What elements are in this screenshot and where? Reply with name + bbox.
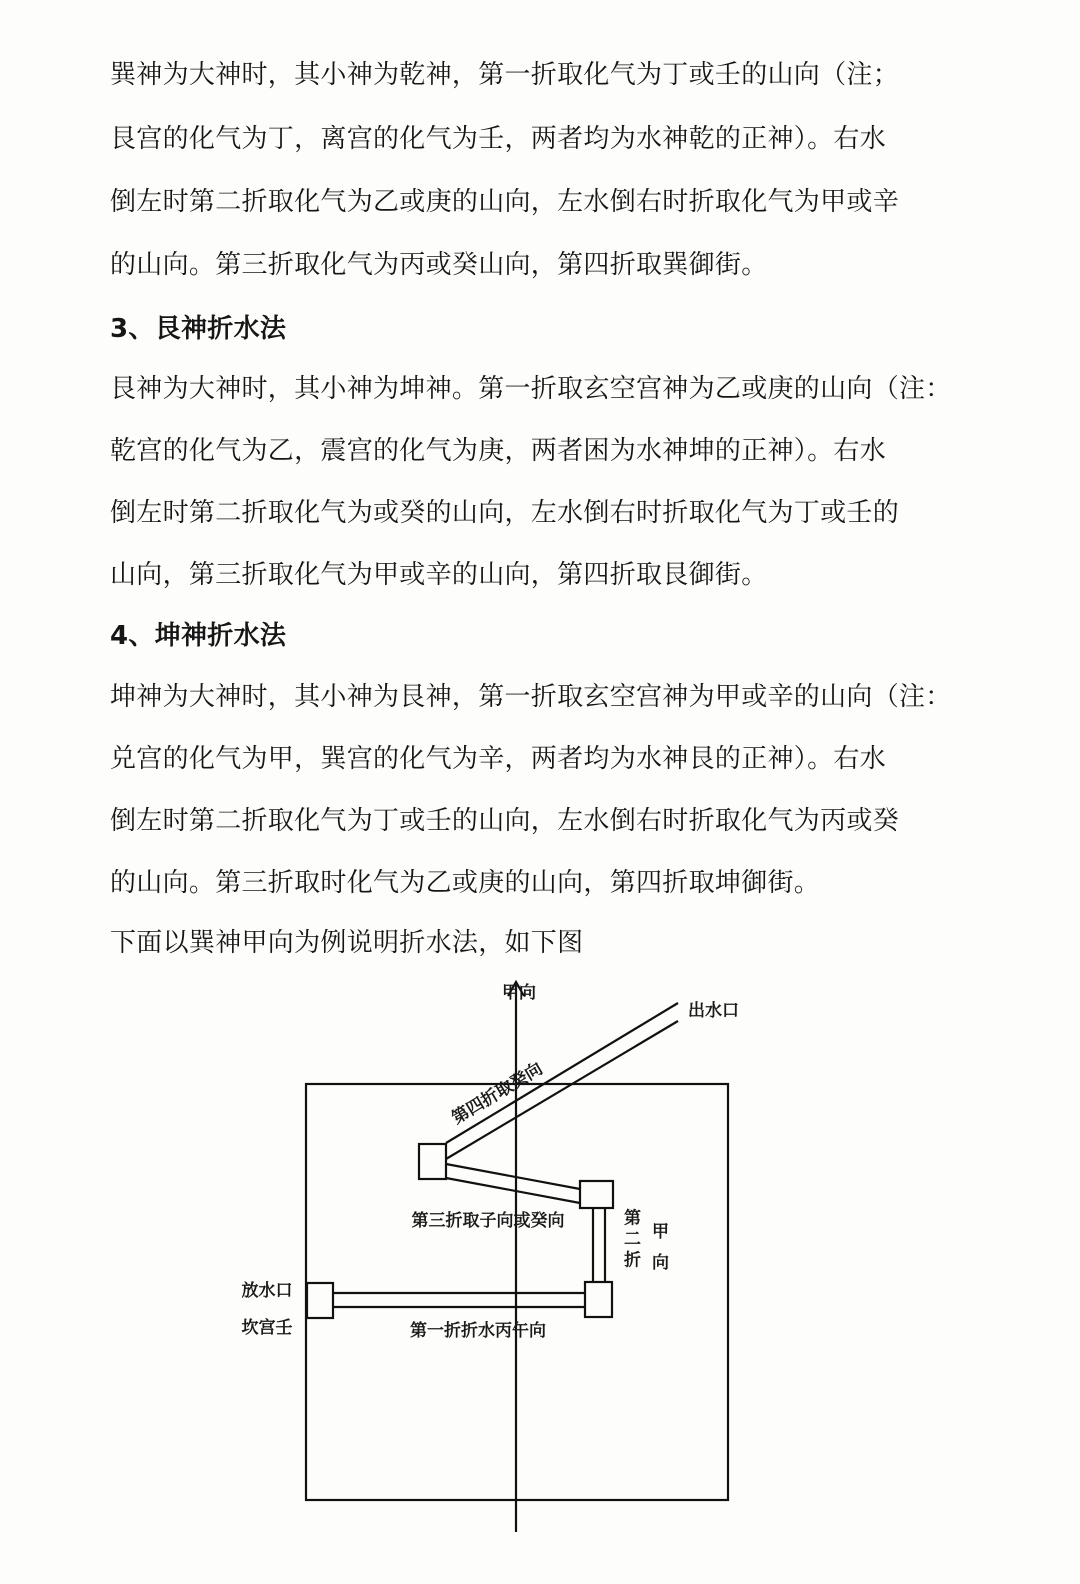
second-fold-label: 第二折 <box>620 1208 640 1272</box>
section-heading: 3、艮神折水法 <box>110 314 287 344</box>
channel-edge <box>446 1164 580 1189</box>
fold-node <box>580 1181 613 1208</box>
fold-node <box>585 1282 612 1317</box>
fourth-fold-label: 第四折取癸向 <box>448 1058 547 1129</box>
release-palace-label: 坎宫壬 <box>241 1318 293 1338</box>
paragraph-line: 艮宫的化气为丁，离宫的化气为壬，两者均为水神乾的正神）。右水 <box>110 124 887 154</box>
paragraph-line: 坤神为大神时，其小神为艮神，第一折取玄空宫神为甲或辛的山向（注： <box>110 682 952 712</box>
third-fold-label: 第三折取子向或癸向 <box>411 1211 565 1231</box>
channel-edge <box>446 1021 678 1159</box>
fold-node <box>307 1283 333 1318</box>
channel-edge <box>446 1178 580 1203</box>
paragraph-line: 倒左时第二折取化气为丁或壬的山向，左水倒右时折取化气为丙或癸 <box>110 806 900 836</box>
outlet-label: 出水口 <box>688 1001 739 1021</box>
paragraph-line: 的山向。第三折取化气为丙或癸山向，第四折取巽御街。 <box>110 250 768 280</box>
paragraph-line: 山向，第三折取化气为甲或辛的山向，第四折取艮御街。 <box>110 560 768 590</box>
section-heading: 4、坤神折水法 <box>110 621 287 651</box>
paragraph-line: 巽神为大神时，其小神为乾神，第一折取化气为丁或壬的山向（注； <box>110 60 900 90</box>
paragraph-line: 倒左时第二折取化气为或癸的山向，左水倒右时折取化气为丁或壬的 <box>110 498 900 528</box>
release-label: 放水口 <box>241 1281 293 1301</box>
second-fold-direction: 甲向 <box>648 1222 668 1284</box>
channel-edge <box>446 1003 678 1143</box>
first-fold-label: 第一折折水丙午向 <box>410 1321 546 1341</box>
fold-node <box>419 1144 446 1179</box>
paragraph-line: 的山向。第三折取时化气为乙或庚的山向，第四折取坤御街。 <box>110 868 821 898</box>
paragraph-line: 艮神为大神时，其小神为坤神。第一折取玄空宫神为乙或庚的山向（注： <box>110 374 952 404</box>
paragraph-line: 兑宫的化气为甲，巽宫的化气为辛，两者均为水神艮的正神）。右水 <box>110 744 887 774</box>
axis-label: 甲向 <box>502 983 536 1003</box>
paragraph-line: 下面以巽神甲向为例说明折水法，如下图 <box>110 928 584 958</box>
paragraph-line: 乾宫的化气为乙，震宫的化气为庚，两者困为水神坤的正神）。右水 <box>110 436 887 466</box>
paragraph-line: 倒左时第二折取化气为乙或庚的山向，左水倒右时折取化气为甲或辛 <box>110 187 900 217</box>
